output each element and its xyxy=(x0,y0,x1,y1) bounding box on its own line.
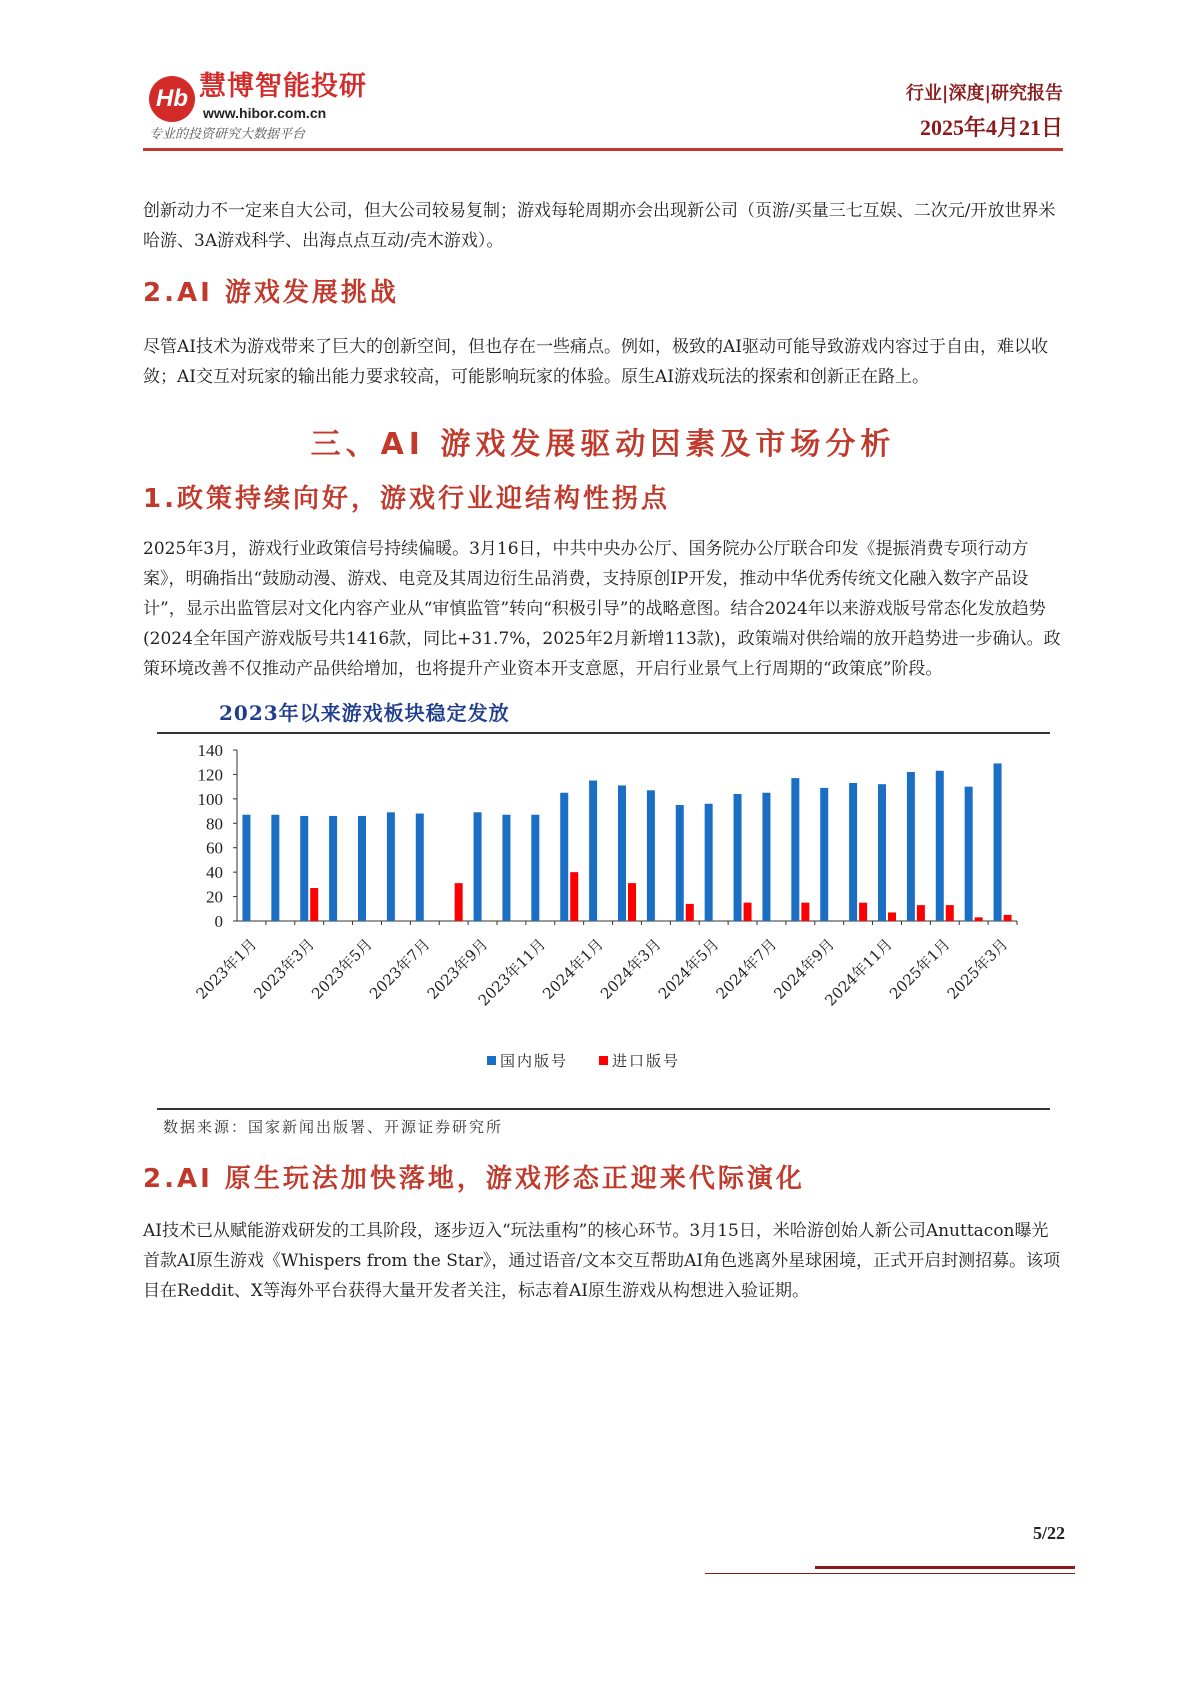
bar-domestic xyxy=(560,793,568,921)
bar-import xyxy=(946,905,954,921)
x-tick-label: 2025年3月 xyxy=(943,935,1012,1003)
y-tick-label: 120 xyxy=(197,765,223,785)
bar-domestic xyxy=(300,816,308,921)
chart-source: 数据来源：国家新闻出版署、开源证券研究所 xyxy=(163,1118,504,1136)
bar-domestic xyxy=(676,805,684,921)
footer-divider xyxy=(705,1573,1075,1574)
bar-domestic xyxy=(329,816,337,921)
chart-figure xyxy=(143,700,1063,1138)
report-date: 2025年4月21日 xyxy=(919,115,1063,140)
bar-chart xyxy=(157,734,1050,1104)
bar-domestic xyxy=(531,815,539,921)
chart-title: 2023年以来游戏板块稳定发放 xyxy=(219,701,510,725)
bar-domestic xyxy=(965,787,973,921)
bar-domestic xyxy=(589,781,597,921)
report-type: 行业|深度|研究报告 xyxy=(905,83,1063,104)
x-tick-label: 2025年1月 xyxy=(885,935,954,1003)
bar-import xyxy=(1004,915,1012,921)
bar-domestic xyxy=(762,793,770,921)
x-tick-label: 2023年11月 xyxy=(474,935,550,1010)
x-tick-label: 2024年5月 xyxy=(654,935,723,1003)
legend-label: 进口版号 xyxy=(612,1052,681,1070)
page-header xyxy=(143,72,1063,151)
paragraph: AI技术已从赋能游戏研发的工具阶段，逐步迈入“玩法重构”的核心环节。3月15日，米哈游创始人新公司Anuttacon曝光首款AI原生游戏《Whispers from the Star》，通过语音/文本交互帮助AI角色逃离外星球困境，正式开启封测招募。该项目在Reddit、X等海外平台获得大量开发者关注，标志着AI原生游戏从构想进入验证期。 xyxy=(143,1221,1061,1301)
footer-divider xyxy=(815,1566,1075,1569)
bar-domestic xyxy=(791,778,799,921)
bar-domestic xyxy=(849,783,857,921)
bar-import xyxy=(801,903,809,921)
x-tick-label: 2023年5月 xyxy=(308,935,376,1003)
paragraph: 2025年3月，游戏行业政策信号持续偏暖。3月16日，中共中央办公厅、国务院办公厅联合印发《提振消费专项行动方案》，明确指出“鼓励动漫、游戏、电竞及其周边衍生品消费，支持原创IP开发，推动中华优秀传统文化融入数字产品设计”，显示出监管层对文化内容产业从“审慎监管”转向“积极引导”的战略意图。结合2024年以来游戏版号常态化发放趋势(2024全年国产游戏版号共1416款，同比+31.7%，2025年2月新增113款)，政策端对供给端的放开趋势进一步确认。政策环境改善不仅推动产品供给增加，也将提升产业资本开支意愿，开启行业景气上行周期的“政策底”阶段。 xyxy=(143,539,1061,679)
bar-domestic xyxy=(734,794,742,921)
page-number: 5/22 xyxy=(1032,1523,1065,1543)
bar-domestic xyxy=(936,771,944,921)
bar-domestic xyxy=(647,790,655,921)
bar-import xyxy=(686,904,694,921)
x-tick-label: 2023年3月 xyxy=(250,935,319,1003)
bar-import xyxy=(975,917,983,921)
x-tick-label: 2024年9月 xyxy=(770,935,839,1003)
brand-slogan: 专业的投资研究大数据平台 xyxy=(149,127,306,142)
x-tick-label: 2023年1月 xyxy=(192,935,261,1003)
bar-domestic xyxy=(994,763,1002,921)
bar-domestic xyxy=(242,815,250,921)
x-tick-label: 2023年9月 xyxy=(423,935,492,1003)
bar-import xyxy=(744,903,752,921)
bar-domestic xyxy=(271,815,279,921)
bar-import xyxy=(917,905,925,921)
bar-domestic xyxy=(618,785,626,921)
bar-import xyxy=(455,883,463,921)
section-heading-challenge: 2.AI 游戏发展挑战 xyxy=(143,278,399,308)
legend-label: 国内版号 xyxy=(500,1052,569,1070)
bar-import xyxy=(310,888,318,921)
x-tick-label: 2024年11月 xyxy=(821,935,896,1010)
x-tick-label: 2024年7月 xyxy=(712,935,781,1003)
section-heading-native: 2.AI 原生玩法加快落地，游戏形态正迎来代际演化 xyxy=(143,1164,805,1194)
bar-domestic xyxy=(878,784,886,921)
bar-domestic xyxy=(358,816,366,921)
legend-swatch xyxy=(599,1056,608,1065)
bar-domestic xyxy=(416,814,424,921)
brand-url[interactable]: www.hibor.com.cn xyxy=(203,105,327,121)
main-content xyxy=(143,196,1063,1306)
bar-import xyxy=(628,883,636,921)
paragraph: 创新动力不一定来自大公司，但大公司较易复制；游戏每轮周期亦会出现新公司（页游/买量三七互娱、二次元/开放世界米哈游、3A游戏科学、出海点点互动/壳木游戏）。 xyxy=(143,201,1056,251)
section-heading-policy: 1.政策持续向好，游戏行业迎结构性拐点 xyxy=(143,484,670,514)
brand-name: 慧博智能投研 xyxy=(199,71,367,102)
y-tick-label: 20 xyxy=(206,887,223,907)
y-tick-label: 140 xyxy=(197,741,223,760)
hibor-logo-icon: Hb xyxy=(149,76,195,122)
legend-swatch xyxy=(487,1056,496,1065)
bar-domestic xyxy=(474,812,482,921)
bar-domestic xyxy=(502,815,510,921)
bar-domestic xyxy=(387,812,395,921)
bar-domestic xyxy=(705,804,713,921)
paragraph: 尽管AI技术为游戏带来了巨大的创新空间，但也存在一些痛点。例如，极致的AI驱动可能导致游戏内容过于自由，难以收敛；AI交互对玩家的输出能力要求较高，可能影响玩家的体验。原生AI游戏玩法的探索和创新正在路上。 xyxy=(143,337,1048,387)
y-tick-label: 80 xyxy=(206,814,223,834)
bar-domestic xyxy=(820,788,828,921)
x-tick-label: 2024年1月 xyxy=(539,935,607,1003)
y-tick-label: 60 xyxy=(206,838,223,858)
x-tick-label: 2023年7月 xyxy=(365,935,434,1003)
chart-box xyxy=(157,732,1050,1110)
y-tick-label: 100 xyxy=(197,789,223,809)
bar-import xyxy=(570,872,578,921)
x-tick-label: 2024年3月 xyxy=(597,935,665,1003)
bar-import xyxy=(888,912,896,921)
y-tick-label: 0 xyxy=(214,912,223,931)
y-tick-label: 40 xyxy=(206,863,223,883)
bar-import xyxy=(859,903,867,921)
chapter-heading: 三、AI 游戏发展驱动因素及市场分析 xyxy=(310,427,896,462)
bar-domestic xyxy=(907,772,915,921)
